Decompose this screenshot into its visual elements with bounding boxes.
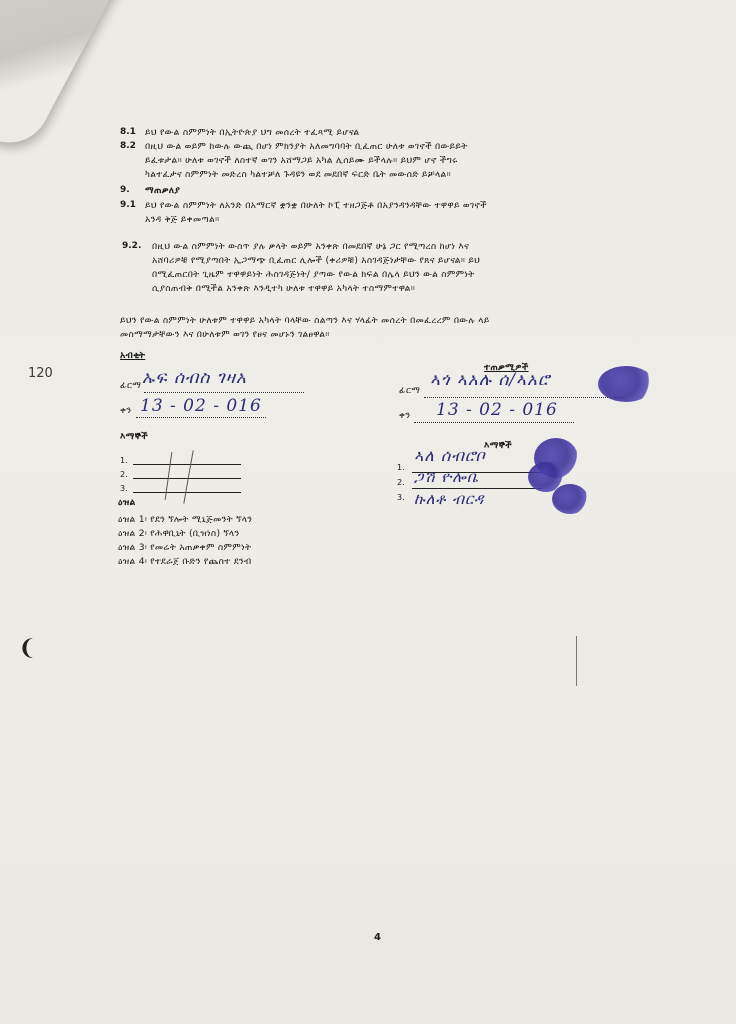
left-witness-3-line [133, 492, 241, 493]
attachments-title: ዕዝል [118, 497, 136, 508]
clause-9-2-line-3: በሚፈጠርበት ጊዜም ተዋዋይነት ሕስገዳጅነት/ ያጣው የውል ክፍል በሌላ ይህን ውል ስምምነት [152, 269, 475, 280]
clause-9-2-line-4: ሲያስጠብቅ በሚችል አንቀጽ እንዲተካ ሁለቱ ተዋዋይ አካላት ተስማምተዋል። [152, 283, 416, 294]
clause-8-2-line-3: ካልተፈታና ስምምነት መድረስ ካልተቻለ ጉዳዩን ወደ መደበኛ ፍርድ ቤት መውሰድ ይቻላል። [145, 169, 451, 180]
clause-9-1-line-1: ይህ የውል ስምምነት ለአንድ በአማርኛ ቋንቋ በሁለት ኮፒ ተዘጋጅቶ በአያንዳንዳቸው ተዋዋይ ወገኖች [145, 200, 487, 211]
attachment-item-1: ዕዝል 1፡ የደን ኘሎት ሚኒጅመንት ኘላን [118, 514, 253, 525]
page-curl-shadow [0, 0, 120, 156]
left-witness-2-number: 2. [120, 470, 129, 479]
right-witness-2-number: 2. [397, 478, 406, 487]
section-9-number: 9. [120, 185, 130, 195]
clause-9-2-line-2: አሸባሪዎቹ የሚያጣበት ኢጋማጭ ቢፈጠር ሊሎች (ቀሪዎቹ) አስገዳጅነታቸው የጸና ይሆናል። ይህ [152, 255, 481, 266]
right-thumbprint [598, 366, 654, 402]
right-witness-3: ኩለቶ ብርዳ [414, 490, 485, 508]
clause-8-2-line-1: በዚህ ውል ወይም ከውሉ ውጪ በሆነ ምክንያት አለመግባባት ቢፈጠር ሁለቱ ወገኖች በውይይት [145, 141, 468, 152]
right-witness-1: ኣለ ሰብሮቦ [414, 446, 486, 465]
left-date-line [136, 417, 266, 418]
left-witness-strike-2 [183, 450, 193, 503]
right-witnesses-title: እማኞች [484, 440, 512, 451]
section-9-title: ማጠቃለያ [145, 185, 181, 196]
left-witnesses-title: እማኞች [120, 431, 148, 442]
right-witness-2-line [412, 488, 542, 489]
page-number: 4 [374, 932, 381, 943]
margin-note: 120 [28, 366, 53, 381]
attachment-item-3: ዕዝል 3፡ የመሬት አጠቃቀም ስምምነት [118, 542, 252, 553]
clause-8-2-number: 8.2 [120, 141, 136, 151]
closing-line-2: መስማማታቸውን እና በሁለቱም ወገን የፀና መሆኑን ገልፀዋል። [120, 329, 330, 340]
clause-8-1-number: 8.1 [120, 127, 136, 137]
attachment-item-4: ዕዝል 4፡ የተደራጀ ቡድን የጨስተ ደንብ [118, 556, 252, 567]
left-signature-label: ፊርማ [120, 380, 142, 391]
left-witness-1-number: 1. [120, 456, 129, 465]
left-signature-line [144, 392, 304, 393]
left-witness-3-number: 3. [120, 484, 129, 493]
clause-9-2-number: 9.2. [122, 241, 142, 251]
right-signature: ኣጎ ኣአሉ ሰ/ኣአሮ [430, 370, 551, 390]
right-signature-line [424, 397, 624, 398]
right-signature-label: ፊርማ [399, 385, 421, 396]
left-date-label: ቀን [120, 405, 132, 416]
right-witness-1-number: 1. [397, 463, 406, 472]
clause-8-2-line-2: ይፈቱታል። ሁለቱ ወገኖች ለስተኛ ወገን አሸማጋይ አካል ሊሰይሙ ይችላሉ። ይህም ሆኖ ችግሩ [145, 155, 458, 166]
scan-artifact-line [576, 636, 577, 686]
clause-8-1-text: ይህ የውል ስምምነት በኢትዮጵያ ህግ መሰረት ተፈጻሚ ይሆናል [145, 127, 360, 138]
clause-9-1-number: 9.1 [120, 200, 136, 210]
left-signature: ኡፍ ሰብስ ገዛአ [142, 368, 247, 388]
right-date-line [414, 422, 574, 423]
clause-9-1-line-2: አንዳ ቅጅ ይቀመጣል። [145, 214, 220, 225]
right-date: 13 - 02 - 016 [436, 400, 558, 420]
right-witness-3-number: 3. [397, 493, 406, 502]
right-date-label: ቀን [399, 410, 411, 421]
attachment-item-2: ዕዝል 2፡ የሕዋቢኒት (ቢዝነስ) ኘላን [118, 528, 240, 539]
left-party-title: አብቂት [120, 350, 146, 361]
right-party-title: ተጠቃሚዎች [484, 362, 529, 373]
right-witness-1-line [412, 472, 542, 473]
closing-line-1: ይህን የውል ስምምነት ሁለቱም ተዋዋይ አካላት ባላቸው ስልጣን እና ሃላፊት መሰረት በመፈረረም በውሉ ላይ [120, 315, 490, 326]
left-witness-1-line [133, 464, 241, 465]
clause-9-2-line-1: በዚህ ውል ስምምነት ውስጥ ያሉ ቃላት ወይም አንቀጽ በመደበኛ ሁኔ ጋር የሚጣረስ ከሆነ እና [152, 241, 470, 252]
right-witness-2: ጋሽ ዮሎቤ [414, 468, 480, 486]
right-witness-thumbprint-3 [552, 484, 588, 514]
hole-punch-mark: ❨ [18, 636, 37, 661]
left-date: 13 - 02 - 016 [140, 396, 262, 416]
